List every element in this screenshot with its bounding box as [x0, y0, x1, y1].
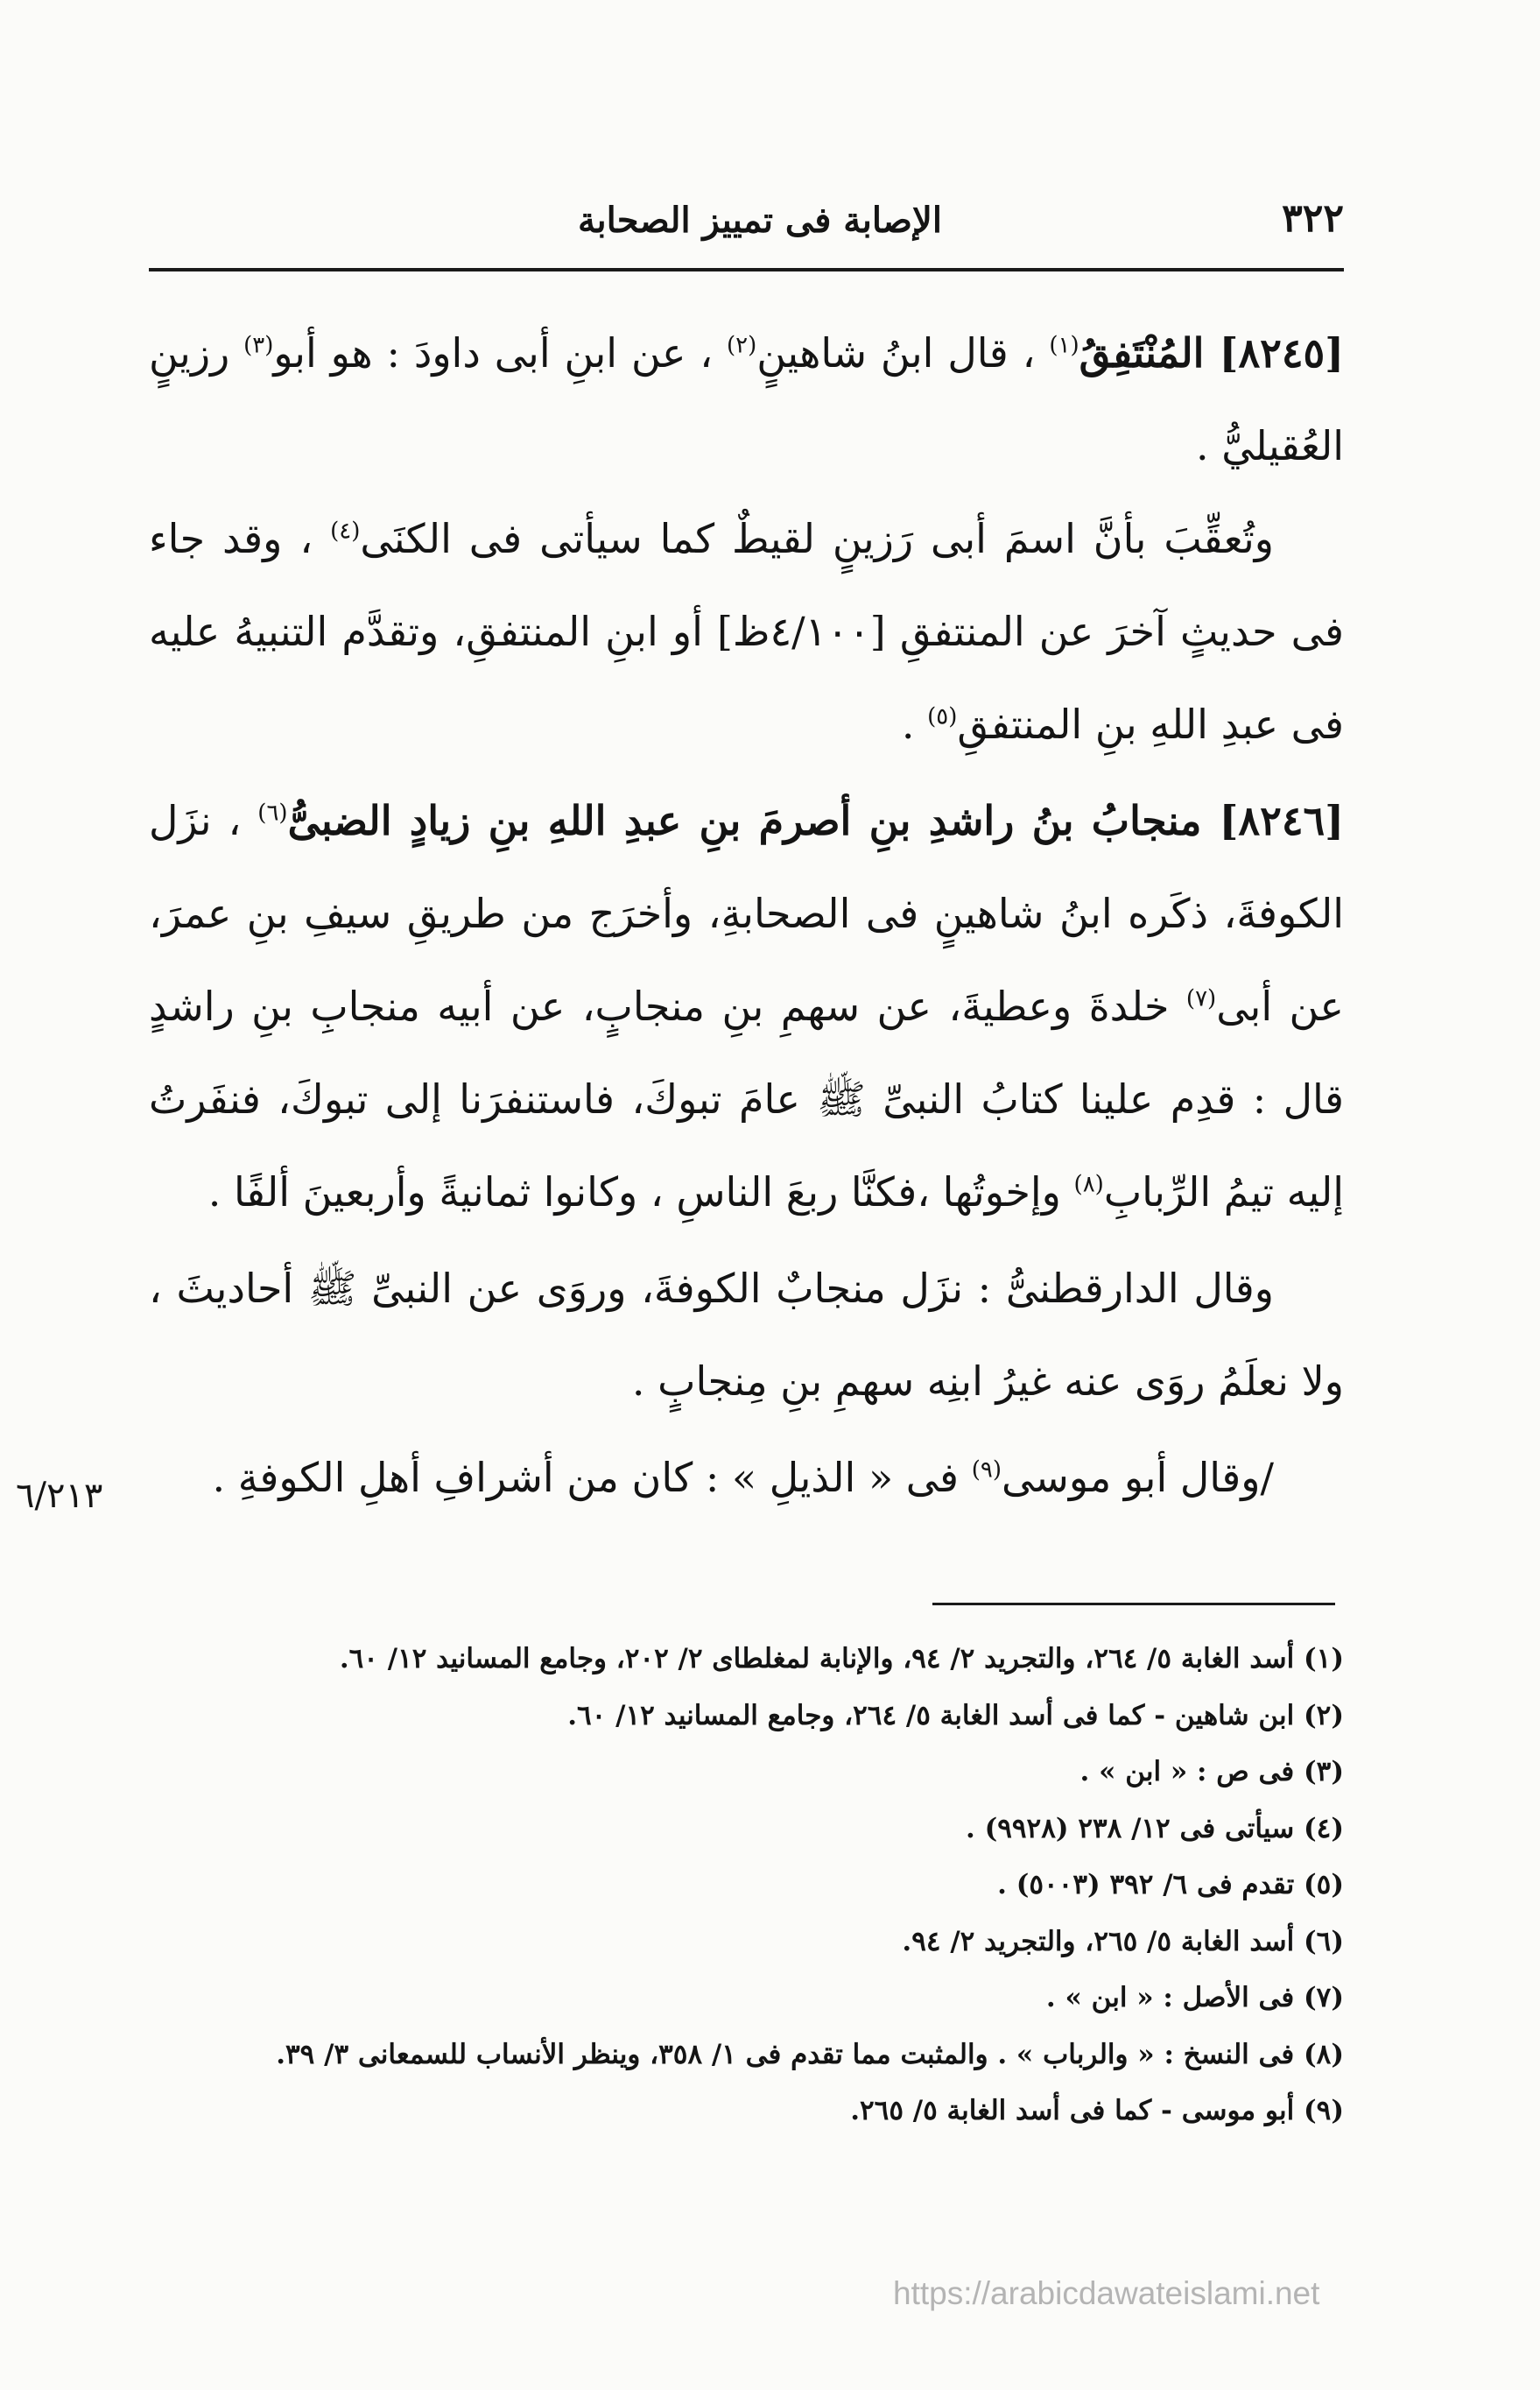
footnote-item: (٢) ابن شاهين - كما فى أسد الغابة ٥/ ٢٦٤، وجامع المسانيد ١٢/ ٦٠. — [567, 1699, 1344, 1731]
page-header — [149, 182, 1344, 243]
footnote-item: (٣) فى ص : « ابن » . — [1079, 1756, 1344, 1787]
entry-text: . — [901, 701, 915, 748]
entry-8246 — [149, 774, 1344, 1238]
footnote-ref[interactable]: (٥) — [927, 703, 958, 730]
entry-heading: [٨٢٤٦] منجابُ بنُ راشدِ بنِ أصرمَ بنِ عبدِ اللهِ بنِ زيادٍ الضبىُّ — [287, 797, 1344, 844]
footnote-item: (٦) أسد الغابة ٥/ ٢٦٥، والتجريد ٢/ ٩٤. — [902, 1925, 1344, 1957]
entry-text: ، قال ابنُ شاهينٍ — [756, 329, 1036, 377]
footnote-ref[interactable]: (٩) — [971, 1456, 1002, 1484]
abu-musa-paragraph — [149, 1431, 1344, 1524]
entry-heading: [٨٢٤٥] المُنْتَفِقُ — [1079, 329, 1345, 377]
footnote-ref[interactable]: (٣) — [243, 332, 274, 359]
entry-text: وإخوتُها ،فكنَّا ربعَ الناسِ ، وكانوا ثمانيةً وأربعينَ ألفًا . — [207, 1168, 1061, 1216]
entry-text: ، نزَل الكوفةَ، ذكَره ابنُ شاهينٍ فى الصحابةِ، وأخرَج من طريقِ سيفِ بنِ عمرَ، عن أبى — [149, 797, 1344, 1030]
entry-text: خلدةَ وعطيةَ، عن سهمِ بنِ منجابٍ، عن أبيه منجابِ بنِ راشدٍ قال : قدِم علينا كتابُ النبىِّ ﷺ عامَ تبوكَ، فاستنفرَنا إلى تبوكَ، فنفَرتُ إليه تيمُ الرِّبابِ — [149, 983, 1344, 1216]
entry-text: ، وقد جاء فى حديثٍ آخرَ عن المنتفقِ [٤/١٠٠ظ] أو ابنِ المنتفقِ، وتقدَّم التنبيهُ عليه فى عبدِ اللهِ بنِ المنتفقِ — [149, 515, 1344, 748]
footnote-item: (٧) فى الأصل : « ابن » . — [1045, 1982, 1344, 2013]
footnote-ref[interactable]: (٦) — [257, 800, 288, 827]
entry-text: فى « الذيلِ » : كان من أشرافِ أهلِ الكوفةِ . — [212, 1454, 960, 1501]
page-number: ٣٢٢ — [1282, 196, 1344, 241]
entry-text: وقال الدارقطنىُّ : نزَل منجابٌ الكوفةَ، وروَى عن النبىِّ ﷺ أحاديثَ ، ولا نعلَمُ روَى عنه غيرُ ابنِه سهمِ بنِ مِنجابٍ . — [149, 1265, 1344, 1405]
watermark-url: https://arabicdawateislami.net — [893, 2275, 1320, 2311]
footnotes — [149, 1631, 1344, 2140]
footnote-item: (١) أسد الغابة ٥/ ٢٦٤، والتجريد ٢/ ٩٤، والإنابة لمغلطاى ٢/ ٢٠٢، وجامع المسانيد ١٢/ ٦٠. — [339, 1643, 1344, 1674]
main-text — [149, 307, 1344, 1524]
entry-text: رزينٍ العُقيليُّ . — [149, 329, 1344, 469]
header-rule — [149, 268, 1344, 271]
margin-page-reference: ٦/٢١٣ — [16, 1476, 103, 1516]
footnote-item: (٤) سيأتى فى ١٢/ ٢٣٨ (٩٩٢٨) . — [965, 1812, 1344, 1844]
footnote-item: (٨) فى النسخ : « والرباب » . والمثبت مما تقدم فى ١/ ٣٥٨، وينظر الأنساب للسمعانى ٣/ ٣٩. — [276, 2038, 1344, 2070]
footnote-ref[interactable]: (١) — [1049, 332, 1079, 359]
entry-text: ، عن ابنِ أبى داودَ : هو أبو — [273, 329, 714, 377]
footnote-ref[interactable]: (٤) — [330, 518, 361, 545]
entry-text: وتُعقِّبَ بأنَّ اسمَ أبى رَزينٍ لقيطٌ كما سيأتى فى الكنَى — [360, 515, 1274, 562]
footnote-rule — [932, 1603, 1335, 1605]
entry-8245 — [149, 307, 1344, 492]
daraqutni-paragraph — [149, 1242, 1344, 1428]
entry-text: /وقال أبو موسى — [1001, 1454, 1274, 1501]
footnote-item: (٥) تقدم فى ٦/ ٣٩٢ (٥٠٠٣) . — [997, 1869, 1344, 1900]
footnote-ref[interactable]: (٨) — [1073, 1171, 1104, 1198]
entry-8245-note — [149, 492, 1344, 771]
running-title: الإصابة فى تمييز الصحابة — [578, 200, 942, 241]
footnote-ref[interactable]: (٧) — [1185, 985, 1217, 1012]
footnote-ref[interactable]: (٢) — [727, 332, 757, 359]
footnote-item: (٩) أبو موسى - كما فى أسد الغابة ٥/ ٢٦٥. — [850, 2095, 1344, 2126]
